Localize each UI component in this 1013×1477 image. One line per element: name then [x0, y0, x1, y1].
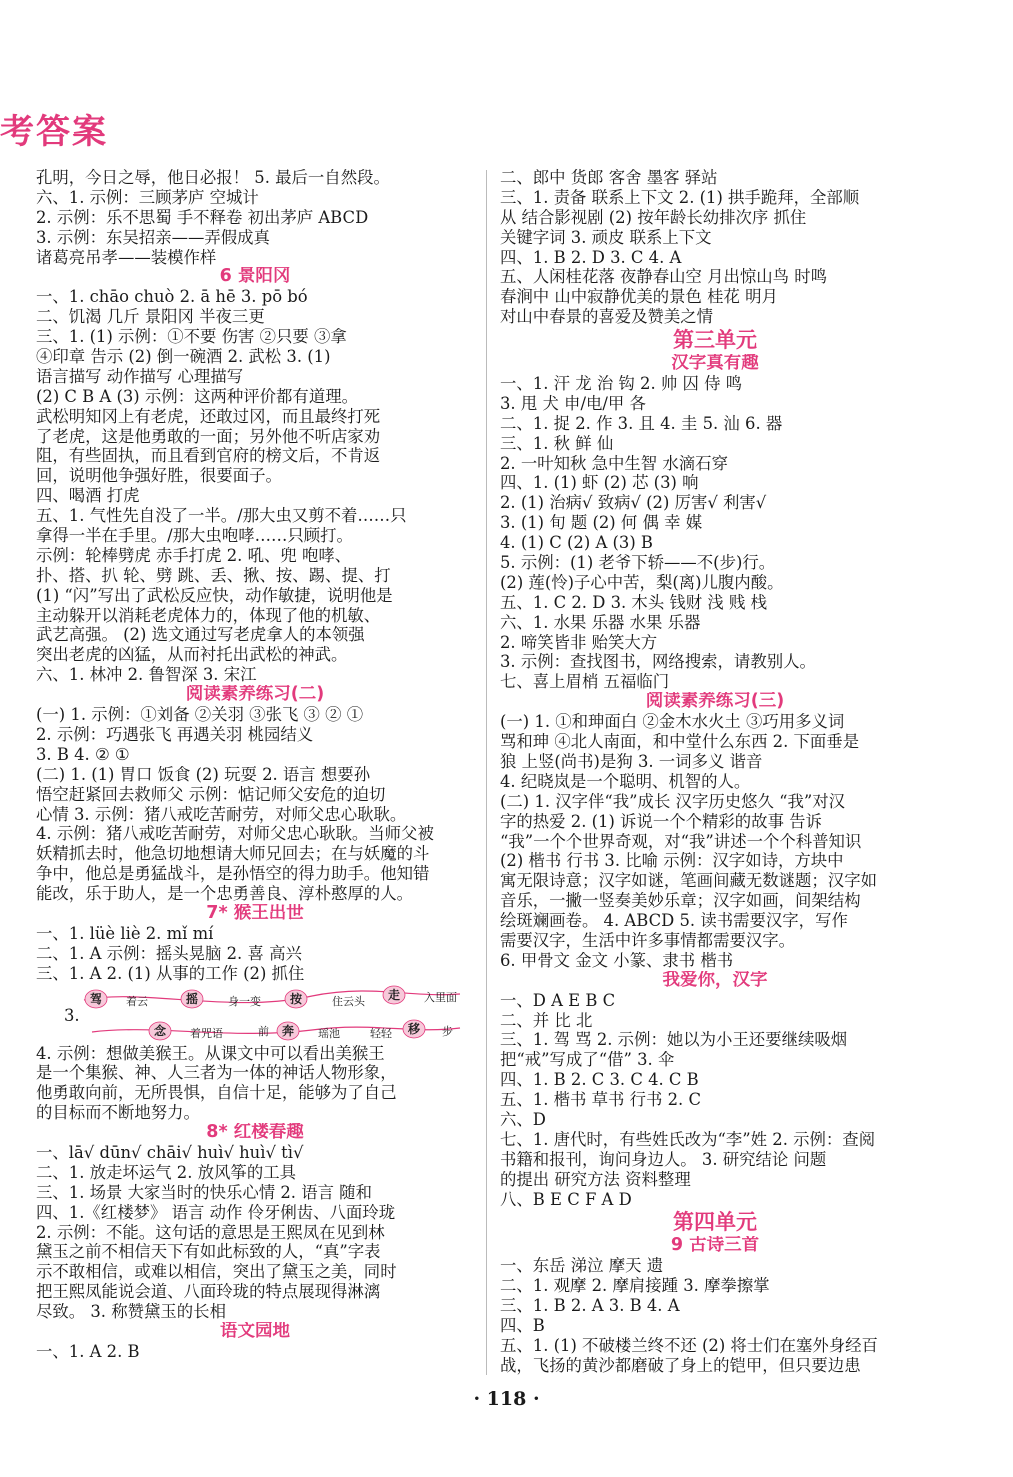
figure-word: 住云头	[332, 994, 365, 1008]
answer-line: 六、1. 水果 乐器 水果 乐器	[500, 612, 701, 632]
answer-line: 五、1. 楷书 草书 行书 2. C	[500, 1090, 701, 1110]
answer-line: 示例：轮棒劈虎 赤手打虎 2. 吼、兜 咆哮、	[36, 545, 352, 565]
column-divider	[486, 170, 487, 1375]
section-heading: 8* 红楼春趣	[206, 1123, 304, 1143]
figure-word: 轻轻	[370, 1026, 392, 1040]
word-chain-diagram	[82, 984, 462, 1044]
figure-word: 前	[258, 1024, 269, 1038]
figure-word: 入里面	[424, 990, 457, 1004]
answer-line: 把“戒”写成了“借” 3. 伞	[500, 1050, 675, 1070]
answer-line: 六、D	[500, 1109, 546, 1129]
answer-line: 五、1. (1) 不破楼兰终不还 (2) 将士们在塞外身经百	[500, 1335, 878, 1355]
answer-line: 了老虎，这是他勇敢的一面；另外他不听店家劝	[36, 426, 381, 446]
unit-heading: 第三单元	[673, 328, 757, 353]
answer-line: 四、1.《红楼梦》 语言 动作 伶牙俐齿、八面玲珑	[36, 1202, 396, 1222]
answer-line: 五、1. C 2. D 3. 木头 钱财 浅 贱 栈	[500, 592, 768, 612]
answer-line: (二) 1. (1) 胃口 饭食 (2) 玩耍 2. 语言 想要孙	[36, 764, 371, 784]
answer-line: 四、1. (1) 虾 (2) 芯 (3) 响	[500, 473, 699, 493]
answer-line: 一、1. 汗 龙 治 钩 2. 帅 囚 侍 鸣	[500, 374, 743, 394]
figure-word: 移	[407, 1021, 421, 1036]
word-chain-figure	[36, 984, 474, 1044]
answer-line: 四、B	[500, 1315, 545, 1335]
answer-line: 战，飞扬的黄沙都磨破了身上的铠甲，但只要边患	[500, 1355, 861, 1375]
answer-line: (2) 莲(怜)子心中苦，梨(离)儿腹内酸。	[500, 572, 784, 592]
answer-line: 三、1. 场景 大家当时的快乐心情 2. 语言 随和	[36, 1182, 372, 1202]
answer-line: 主动躲开以消耗老虎体力的，体现了他的机敏、	[36, 605, 381, 625]
answer-line: 4. 纪晓岚是一个聪明、机智的人。	[500, 771, 751, 791]
answer-line: 拿得一半在手里。/那大虫咆哮……只顾打。	[36, 526, 353, 546]
answer-line: 春涧中 山中寂静优美的景色 桂花 明月	[500, 287, 778, 307]
figure-word: 驾	[89, 991, 103, 1006]
answer-line: 回，说明他争强好胜，很要面子。	[36, 466, 282, 486]
answer-line: 武松明知冈上有老虎，还敢过冈，而且最终打死	[36, 406, 381, 426]
figure-word: 按	[289, 991, 303, 1006]
answer-line: 三、1. 秋 鲜 仙	[500, 433, 614, 453]
answer-line: 五、1. 气性先自没了一半。/那大虫又剪不着……只	[36, 506, 407, 526]
answer-line: 悟空赶紧回去救师父 示例：惦记师父安危的迫切	[36, 784, 386, 804]
answer-line: 书籍和报刊，询问身边人。 3. 研究结论 问题	[500, 1149, 827, 1169]
answer-line: 一、1. chāo chuò 2. ā hē 3. pō bó	[36, 287, 308, 307]
answer-line: 骂和珅 ④北人南面，和中堂什么东西 2. 下面垂是	[500, 732, 860, 752]
figure-word: 摇	[185, 991, 199, 1006]
figure-word: 瑶池	[318, 1026, 340, 1040]
answer-line: 关键字词 3. 顽皮 联系上下文	[500, 227, 712, 247]
answer-line: 他勇敢向前，无所畏惧，自信十足，能够为了自己	[36, 1083, 397, 1103]
answer-line: 字的热爱 2. (1) 诉说一个个精彩的故事 告诉	[500, 811, 822, 831]
answer-line: 的目标而不断地努力。	[36, 1103, 200, 1123]
unit-heading: 第四单元	[673, 1210, 757, 1235]
answer-line: (一) 1. 示例：①刘备 ②关羽 ③张飞 ③ ② ①	[36, 705, 364, 725]
answer-line: 能改，乐于助人，是一个忠勇善良、淳朴憨厚的人。	[36, 884, 413, 904]
figure-word: 着咒语	[190, 1026, 223, 1040]
answer-line: (二) 1. 汉字伴“我”成长 汉字历史悠久 “我”对汉	[500, 791, 846, 811]
answer-line: 2. 示例：乐不思蜀 手不释卷 初出茅庐 ABCD	[36, 207, 369, 227]
answer-line: 黛玉之前不相信天下有如此标致的人，“真”字表	[36, 1242, 381, 1262]
answer-line: “我”一个个世界奇观，对“我”讲述一个个科普知识	[500, 831, 862, 851]
answer-line: 绘斑斓画卷。 4. ABCD 5. 读书需要汉字，写作	[500, 911, 848, 931]
answer-line: 寓无限诗意；汉字如谜，笔画间藏无数谜题；汉字如	[500, 871, 877, 891]
answer-line: 3. (1) 旬 题 (2) 何 偶 幸 媒	[500, 513, 703, 533]
answer-line: 2. 示例：不能。这句话的意思是王熙凤在见到林	[36, 1222, 385, 1242]
answer-line: 突出老虎的凶猛，从而衬托出武松的神武。	[36, 645, 348, 665]
answer-line: 诸葛亮吊孝——装模作样	[36, 247, 217, 267]
section-heading: 阅读素养练习(二)	[185, 685, 325, 705]
answer-line: 三、1. (1) 示例：①不要 伤害 ②只要 ③拿	[36, 327, 347, 347]
answer-line: 对山中春景的喜爱及赞美之情	[500, 307, 714, 327]
answer-line: 扑、搭、扒 轮、劈 跳、丢、揪、按、踢、提、打	[36, 565, 391, 585]
answer-line: 把王熙凤能说会道、八面玲珑的特点展现得淋漓	[36, 1282, 381, 1302]
left-column	[36, 168, 474, 1362]
answer-line: 孔明，今日之辱，他日必报！ 5. 最后一自然段。	[36, 168, 390, 187]
answer-line: 是一个集猴、神、人三者为一体的神话人物形象，	[36, 1063, 397, 1083]
answer-line: 5. 示例：(1) 老爷下轿——不(步)行。	[500, 553, 776, 573]
section-heading: 汉字真有趣	[671, 354, 759, 374]
answer-line: 示不敢相信，或难以相信，突出了黛玉之美，同时	[36, 1262, 397, 1282]
figure-word: 着云	[126, 994, 148, 1008]
answer-line: 一、1. A 2. B	[36, 1341, 140, 1361]
answer-line: 三、1. 责备 联系上下文 2. (1) 拱手跪拜，全部顺	[500, 187, 860, 207]
answer-line: ④印章 告示 (2) 倒一碗酒 2. 武松 3. (1)	[36, 347, 331, 367]
answer-line: 语言描写 动作描写 心理描写	[36, 366, 244, 386]
answer-line: 六、1. 示例：三顾茅庐 空城计	[36, 187, 259, 207]
answer-line: 二、并 比 北	[500, 1010, 593, 1030]
answer-line: 4. 示例：想做美猴王。从课文中可以看出美猴王	[36, 1043, 385, 1063]
answer-line: 狼 上竖(尚书)是狗 3. 一词多义 谐音	[500, 751, 763, 771]
answer-line: 六、1. 林冲 2. 鲁智深 3. 宋江	[36, 665, 257, 685]
answer-line: 2. (1) 治病√ 致病√ (2) 厉害√ 利害√	[500, 493, 767, 513]
answer-line: 武艺高强。 (2) 选文通过写老虎拿人的本领强	[36, 625, 365, 645]
answer-line: 七、喜上眉梢 五福临门	[500, 672, 670, 692]
answer-line: 三、1. B 2. A 3. B 4. A	[500, 1296, 680, 1316]
answer-line: 4. (1) C (2) A (3) B	[500, 533, 653, 553]
answer-line: 二、郎中 货郎 客舍 墨客 驿站	[500, 168, 718, 187]
answer-line: 从 结合影视剧 (2) 按年龄长幼排次序 抓住	[500, 207, 807, 227]
answer-line: 2. 一叶知秋 急中生智 水滴石穿	[500, 453, 728, 473]
answer-line: 2. 示例：巧遇张飞 再遇关羽 桃园结义	[36, 724, 314, 744]
answer-line: 一、东岳 涕泣 摩天 遗	[500, 1256, 664, 1276]
answer-line: 三、1. 驾 骂 2. 示例：她以为小王还要继续吸烟	[500, 1030, 848, 1050]
answer-line: 6. 甲骨文 金文 小篆、隶书 楷书	[500, 950, 734, 970]
section-heading: 7* 猴王出世	[206, 903, 304, 923]
answer-line: 阻，有些固执，而且看到官府的榜文后，不肯返	[36, 446, 381, 466]
answer-line: 四、喝酒 打虎	[36, 486, 140, 506]
answer-line: 四、1. B 2. C 3. C 4. C B	[500, 1070, 699, 1090]
answer-line: 心情 3. 示例：猪八戒吃苦耐劳，对师父忠心耿耿。	[36, 804, 407, 824]
answer-line: 3. 示例：查找图书，网络搜索，请教别人。	[500, 652, 816, 672]
figure-word: 步	[442, 1024, 453, 1038]
answer-line: 四、1. B 2. D 3. C 4. A	[500, 247, 682, 267]
section-heading: 9 古诗三首	[670, 1236, 760, 1256]
page-number: · 118 ·	[473, 1388, 540, 1410]
answer-line: 七、1. 唐代时，有些姓氏改为“李”姓 2. 示例：查阅	[500, 1129, 876, 1149]
answer-line: 妖精抓去时，他急切地想请大师兄回去；在与妖魔的斗	[36, 844, 430, 864]
answer-line: 二、1. 捉 2. 作 3. 且 4. 圭 5. 汕 6. 器	[500, 413, 783, 433]
answer-line: 3. 甩 犬 申/电/甲 各	[500, 393, 646, 413]
section-heading: 我爱你，汉字	[662, 970, 768, 990]
answer-line: 二、1. 放走坏运气 2. 放风筝的工具	[36, 1162, 296, 1182]
answer-line: (2) C B A (3) 示例：这两种评价都有道理。	[36, 386, 358, 406]
answer-line: 尽致。 3. 称赞黛玉的长相	[36, 1302, 226, 1322]
figure-word: 走	[387, 987, 401, 1002]
answer-line: 二、1. A 示例：摇头晃脑 2. 喜 高兴	[36, 943, 302, 963]
figure-word: 奔	[281, 1023, 295, 1038]
figure-word: 念	[153, 1023, 167, 1038]
answer-line: 五、人闲桂花落 夜静春山空 月出惊山鸟 时鸣	[500, 267, 828, 287]
figure-word: 身一变	[228, 994, 261, 1008]
answer-line: 3. 示例：东吴招亲——弄假成真	[36, 227, 270, 247]
answer-line: 3. B 4. ② ①	[36, 744, 130, 764]
section-heading: 阅读素养练习(三)	[645, 692, 785, 712]
answer-line: 2. 啼笑皆非 贻笑大方	[500, 632, 658, 652]
page-title: 考答案	[0, 112, 108, 152]
answer-line: 二、饥渴 几斤 景阳冈 半夜三更	[36, 307, 265, 327]
answer-line: 一、lā√ dūn√ chāi√ huì√ huì√ tì√	[36, 1142, 304, 1162]
answer-line: 争中，他总是勇猛战斗，是孙悟空的得力助手。他知错	[36, 864, 430, 884]
answer-line: 一、D A E B C	[500, 990, 616, 1010]
figure-number: 3.	[64, 1005, 80, 1025]
answer-line: 八、B E C F A D	[500, 1189, 632, 1209]
answer-line: (1) “闪”写出了武松反应快，动作敏捷，说明他是	[36, 585, 393, 605]
section-heading: 语文园地	[220, 1321, 290, 1341]
right-column	[500, 168, 930, 1376]
answer-line: 的提出 研究方法 资料整理	[500, 1169, 691, 1189]
answer-line: 一、1. lüè liè 2. mǐ mí	[36, 923, 214, 943]
answer-line: (一) 1. ①和珅面白 ②金木水火土 ③巧用多义词	[500, 712, 845, 732]
section-heading: 6 景阳冈	[219, 267, 291, 287]
answer-line: 音乐，一撇一竖奏美妙乐章；汉字如画，间架结构	[500, 891, 861, 911]
answer-line: (2) 楷书 行书 3. 比喻 示例：汉字如诗，方块中	[500, 851, 844, 871]
answer-line: 三、1. A 2. (1) 从事的工作 (2) 抓住	[36, 963, 305, 983]
answer-line: 4. 示例：猪八戒吃苦耐劳，对师父忠心耿耿。当师父被	[36, 824, 434, 844]
answer-line: 需要汉字，生活中许多事情都需要汉字。	[500, 930, 796, 950]
answer-line: 二、1. 观摩 2. 摩肩接踵 3. 摩拳擦掌	[500, 1276, 770, 1296]
